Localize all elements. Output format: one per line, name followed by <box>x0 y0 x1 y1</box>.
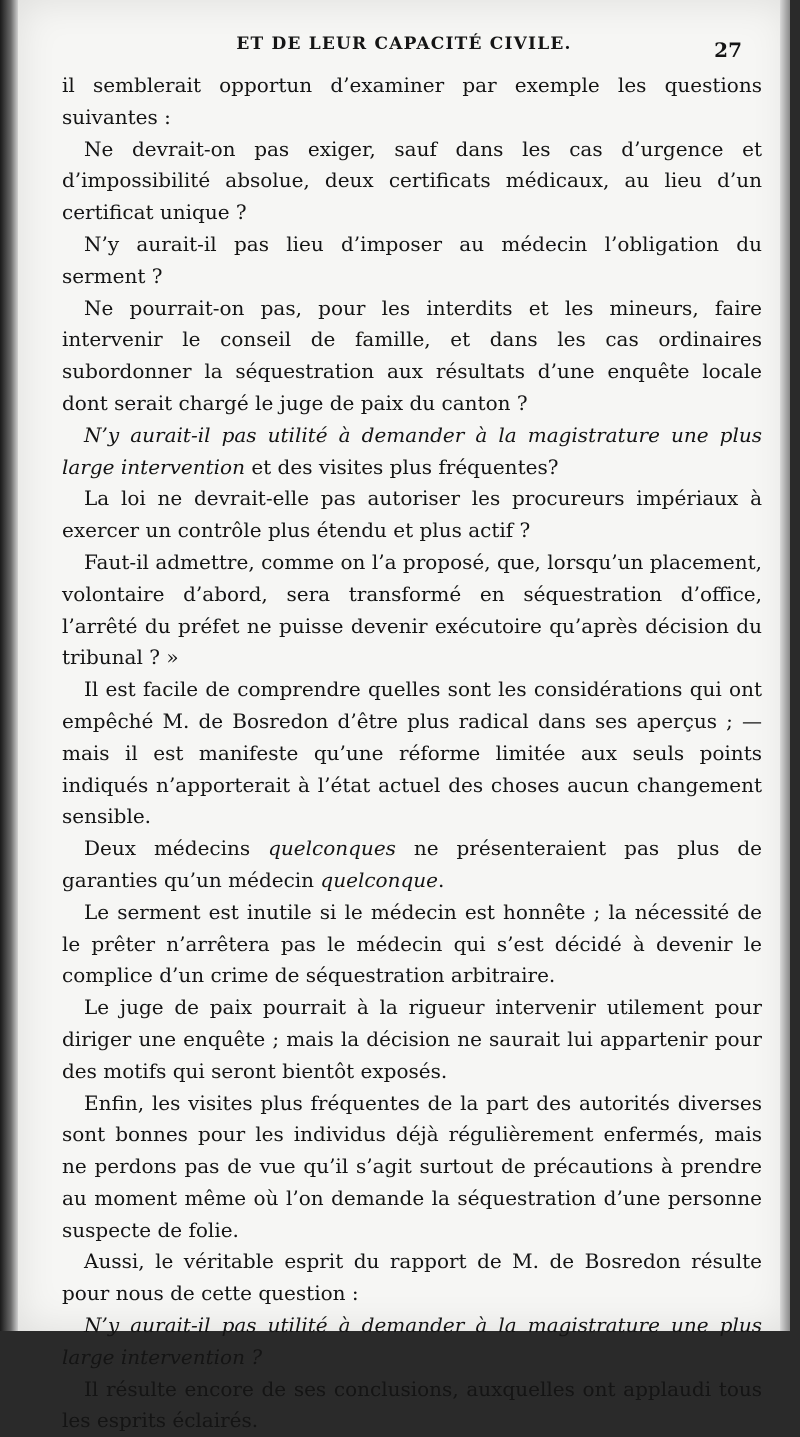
italic-text: quelconques <box>268 836 396 861</box>
paragraph <box>62 293 762 420</box>
paragraph <box>62 674 762 833</box>
paragraph <box>62 483 762 547</box>
page-number: 27 <box>714 38 742 62</box>
text-run: Il est facile de comprendre quelles sont les considérations qui ont empêché M. de Bosredon d’être plus radical dans ses aperçus ; — mais il est manifeste qu’une réforme limitée aux seuls points indiqués n’apporterait à l’état actuel des choses aucun changement sensible. <box>62 677 762 829</box>
text-run: Enfin, les visites plus fréquentes de la part des autorités diverses sont bonnes pour les individus déjà régulièrement enfermés, mais ne perdons pas de vue qu’il s’agit surtout de précautions à prendre au moment même où l’on demande la séquestration d’une personne suspecte de folie. <box>62 1090 762 1242</box>
paragraph <box>62 547 762 674</box>
book-page <box>18 0 790 1433</box>
paragraph <box>62 897 762 992</box>
paragraph <box>62 833 762 897</box>
italic-text: N’y aurait-il pas utilité à demander à la magistrature une plus large intervention ? <box>62 1313 762 1369</box>
paragraph <box>62 1374 762 1437</box>
text-run: Ne pourrait-on pas, pour les interdits et les mineurs, faire intervenir le conseil de famille, et dans les cas ordinaires subordonner la séquestration aux résultats d’une enquête locale dont serait chargé le juge de paix du canton ? <box>62 295 762 415</box>
paragraph <box>62 1246 762 1310</box>
body-text <box>62 70 762 1437</box>
paragraph <box>62 229 762 293</box>
italic-text: quelconque <box>320 867 438 892</box>
text-run: Aussi, le véritable esprit du rapport de M. de Bosredon résulte pour nous de cette question : <box>62 1249 762 1306</box>
paragraph <box>62 134 762 229</box>
text-run: Deux médecins <box>84 836 269 861</box>
text-run: Le serment est inutile si le médecin est honnête ; la nécessité de le prêter n’arrêtera pas le médecin qui s’est décidé à devenir le complice d’un crime de séquestration arbitraire. <box>62 899 762 988</box>
running-head: ET DE LEUR CAPACITÉ CIVILE. <box>236 34 572 54</box>
text-run: . <box>437 867 445 892</box>
paragraph <box>62 1310 762 1374</box>
paragraph <box>62 70 762 134</box>
scan-left-edge <box>0 0 18 1331</box>
scan-right-edge <box>780 0 790 1331</box>
paragraph <box>62 992 762 1087</box>
text-run: il semblerait opportun d’examiner par exemple les questions suivantes : <box>62 73 762 129</box>
paragraph <box>62 1088 762 1247</box>
text-run: Faut-il admettre, comme on l’a proposé, que, lorsqu’un placement, volontaire d’abord, sera transformé en séquestration d’office, l’arrêté du préfet ne puisse devenir exécutoire qu’après décision du tribunal ? » <box>62 549 762 670</box>
text-run: Le juge de paix pourrait à la rigueur intervenir utilement pour diriger une enquête ; mais la décision ne saurait lui appartenir pour des motifs qui seront bientôt exposés. <box>62 995 762 1083</box>
text-run: ne présenteraient pas plus de garanties qu’un médecin <box>62 836 762 892</box>
page-header <box>18 34 790 64</box>
italic-text: N’y aurait-il pas utilité à demander à la magistrature une plus large intervention <box>62 422 762 479</box>
text-run: La loi ne devrait-elle pas autoriser les procureurs impériaux à exercer un contrôle plus étendu et plus actif ? <box>62 486 762 543</box>
text-run: Ne devrait-on pas exiger, sauf dans les cas d’urgence et d’impossibilité absolue, deux certificats médicaux, au lieu d’un certificat unique ? <box>62 136 762 225</box>
text-run: N’y aurait-il pas lieu d’imposer au médecin l’obligation du serment ? <box>62 231 762 288</box>
text-run: Il résulte encore de ses conclusions, auxquelles ont applaudi tous les esprits éclairés. <box>62 1376 762 1433</box>
paragraph <box>62 420 762 484</box>
text-run: et des visites plus fréquentes? <box>244 454 559 479</box>
